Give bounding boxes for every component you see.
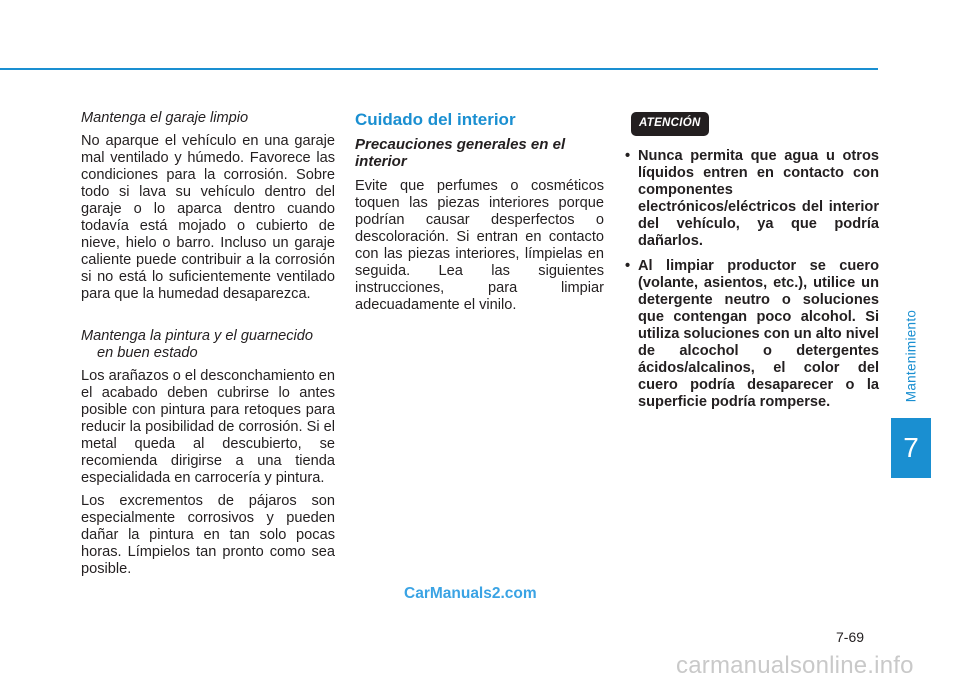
page-number: 7-69: [836, 629, 865, 645]
side-tab-label: Mantenimiento: [903, 309, 919, 403]
section-title-interior: Cuidado del interior: [355, 110, 516, 129]
chapter-number-box: 7: [891, 418, 931, 478]
subheading-paint-line2: en buen estado: [97, 345, 198, 361]
caution-list: [619, 148, 879, 411]
side-tab: [891, 306, 931, 406]
caution-item: • Nunca permita que agua u otros líquidos entren en contacto con componentes electrónicos/eléctricos del interior del vehículo, ya que podría dañarlos.: [619, 148, 879, 250]
watermark-carmanualsonline: carmanualsonline.info: [676, 652, 914, 679]
top-rule: [0, 68, 878, 70]
caution-badge: ATENCIÓN: [631, 112, 709, 136]
paragraph-garage: No aparque el vehículo en una garaje mal ventilado y húmedo. Favorece las condiciones para la corrosión. Sobre todo si lava su vehículo dentro del garaje o lo aparca dentro cuando todavía está mojado o cubierto de nieve, hielo o barro. Incluso un garaje caliente puede contribuir a la corrosión si no está lo suficientemente ventilado para que la humedad desaparezca.: [81, 133, 335, 302]
left-column: [81, 110, 335, 584]
paragraph-interior: Evite que perfumes o cosméticos toquen las piezas interiores porque podrían causar desperfectos o descoloración. Si entran en contacto con las piezas interiores, límpielas en seguida. Lea las siguientes instrucciones, para limpiar adecuadamente el vinilo.: [355, 178, 604, 313]
subheading-general-precautions: Precauciones generales en el interior: [355, 136, 566, 170]
paragraph-bird-droppings: Los excrementos de pájaros son especialmente corrosivos y pueden dañar la pintura en tan solo pocas horas. Límpielos tan pronto como sea posible.: [81, 493, 335, 577]
subheading-paint-line1: Mantenga la pintura y el guarnecido: [81, 328, 314, 344]
paragraph-paint: Los arañazos o el desconchamiento en el acabado deben cubrirse lo antes posible con pintura para retoques para reducir la posibilidad de corrosión. Si el metal queda al descubierto, se recomienda dirigirse a una tienda especialidada en carrocería y pintura.: [81, 368, 335, 486]
subheading-paint: [81, 328, 335, 362]
watermark-carmanuals2: CarManuals2.com: [404, 585, 537, 602]
caution-item: • Al limpiar productor se cuero (volante, asientos, etc.), utilice un detergente neutro o soluciones que contengan poco alcohol. Si utiliza soluciones con un alto nivel de alcochol o detergentes ácidos/alcalinos, el color del cuero podría desaparecer o la superficie podría romperse.: [619, 258, 879, 411]
right-column: [619, 110, 879, 419]
middle-column: [355, 110, 604, 320]
subheading-garage: Mantenga el garaje limpio: [81, 110, 249, 126]
